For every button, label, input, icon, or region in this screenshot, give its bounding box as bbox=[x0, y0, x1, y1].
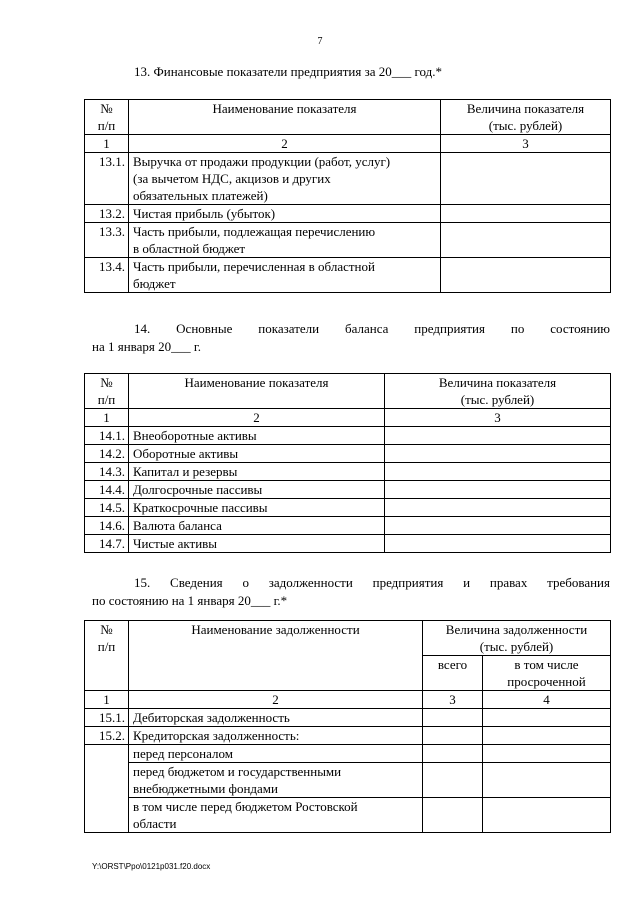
section-15-table bbox=[84, 620, 611, 833]
section-15-heading-line2: по состоянию на 1 января 20___ г.* bbox=[92, 593, 288, 608]
table-header-row bbox=[85, 621, 611, 656]
value-cell[interactable] bbox=[385, 445, 611, 463]
row-number: 15.1. bbox=[85, 709, 129, 727]
table-row bbox=[85, 445, 611, 463]
column-number-row bbox=[85, 135, 611, 153]
col-value-header: Величина показателя (тыс. рублей) bbox=[385, 374, 611, 409]
row-label: в том числе перед бюджетом Ростовской области bbox=[129, 798, 423, 833]
table-row bbox=[85, 727, 611, 745]
section-14-heading-line1: 14. Основные показатели баланса предприятия по состоянию bbox=[134, 321, 610, 336]
section-15-heading-line1: 15. Сведения о задолженности предприятия и правах требования bbox=[134, 575, 610, 590]
row-number: 14.7. bbox=[85, 535, 129, 553]
column-number-row bbox=[85, 691, 611, 709]
row-label: Дебиторская задолженность bbox=[129, 709, 423, 727]
row-number: 13.4. bbox=[85, 258, 129, 293]
section-14-heading bbox=[92, 320, 610, 356]
row-number: 13.3. bbox=[85, 223, 129, 258]
document-path-footer: Y:\ORST\Ppo\0121p031.f20.docx bbox=[92, 862, 211, 871]
row-label: Внеоборотные активы bbox=[129, 427, 385, 445]
value-cell[interactable] bbox=[483, 763, 611, 798]
table-row bbox=[85, 763, 611, 798]
empty-number-cell bbox=[85, 745, 129, 833]
row-number: 13.2. bbox=[85, 205, 129, 223]
row-number: 14.2. bbox=[85, 445, 129, 463]
col-number: 3 bbox=[423, 691, 483, 709]
value-cell[interactable] bbox=[441, 223, 611, 258]
table-row bbox=[85, 745, 611, 763]
table-header-row bbox=[85, 374, 611, 409]
table-row bbox=[85, 205, 611, 223]
value-cell[interactable] bbox=[423, 798, 483, 833]
table-row bbox=[85, 517, 611, 535]
col-number: 1 bbox=[85, 409, 129, 427]
table-row bbox=[85, 223, 611, 258]
col-name-header: Наименование показателя bbox=[129, 100, 441, 135]
value-cell[interactable] bbox=[423, 709, 483, 727]
section-13-table bbox=[84, 99, 611, 293]
value-cell[interactable] bbox=[423, 763, 483, 798]
value-cell[interactable] bbox=[483, 798, 611, 833]
row-number: 13.1. bbox=[85, 153, 129, 205]
table-row bbox=[85, 463, 611, 481]
section-14-table bbox=[84, 373, 611, 553]
table-row bbox=[85, 427, 611, 445]
col-no-header: № п/п bbox=[85, 621, 129, 691]
value-cell[interactable] bbox=[483, 745, 611, 763]
value-cell[interactable] bbox=[385, 427, 611, 445]
row-label: Капитал и резервы bbox=[129, 463, 385, 481]
row-label: перед персоналом bbox=[129, 745, 423, 763]
table-header-row bbox=[85, 100, 611, 135]
row-number: 14.6. bbox=[85, 517, 129, 535]
table-row bbox=[85, 258, 611, 293]
table-row bbox=[85, 499, 611, 517]
col-value-header: Величина задолженности (тыс. рублей) bbox=[423, 621, 611, 656]
row-label: Валюта баланса bbox=[129, 517, 385, 535]
row-number: 14.3. bbox=[85, 463, 129, 481]
value-cell[interactable] bbox=[423, 727, 483, 745]
column-number-row bbox=[85, 409, 611, 427]
row-label: Оборотные активы bbox=[129, 445, 385, 463]
section-15-heading bbox=[92, 574, 610, 610]
col-number: 2 bbox=[129, 135, 441, 153]
col-total-header: всего bbox=[423, 656, 483, 691]
row-label: Кредиторская задолженность: bbox=[129, 727, 423, 745]
row-number: 14.4. bbox=[85, 481, 129, 499]
row-label: Долгосрочные пассивы bbox=[129, 481, 385, 499]
col-number: 2 bbox=[129, 409, 385, 427]
row-label: Часть прибыли, подлежащая перечислению в областной бюджет bbox=[129, 223, 441, 258]
section-13-heading: 13. Финансовые показатели предприятия за 20___ год.* bbox=[134, 64, 442, 79]
value-cell[interactable] bbox=[385, 481, 611, 499]
table-row bbox=[85, 535, 611, 553]
value-cell[interactable] bbox=[385, 517, 611, 535]
table-row bbox=[85, 709, 611, 727]
table-row bbox=[85, 153, 611, 205]
row-number: 14.1. bbox=[85, 427, 129, 445]
row-number: 15.2. bbox=[85, 727, 129, 745]
row-label: Чистая прибыль (убыток) bbox=[129, 205, 441, 223]
table-row bbox=[85, 481, 611, 499]
col-overdue-header: в том числе просроченной bbox=[483, 656, 611, 691]
value-cell[interactable] bbox=[385, 463, 611, 481]
col-number: 2 bbox=[129, 691, 423, 709]
value-cell[interactable] bbox=[441, 153, 611, 205]
row-label: Краткосрочные пассивы bbox=[129, 499, 385, 517]
col-number: 3 bbox=[441, 135, 611, 153]
value-cell[interactable] bbox=[441, 258, 611, 293]
row-label: Выручка от продажи продукции (работ, услуг) (за вычетом НДС, акцизов и других обязательных платежей) bbox=[129, 153, 441, 205]
value-cell[interactable] bbox=[423, 745, 483, 763]
row-label: перед бюджетом и государственными внебюджетными фондами bbox=[129, 763, 423, 798]
col-number: 4 bbox=[483, 691, 611, 709]
col-name-header: Наименование задолженности bbox=[129, 621, 423, 691]
table-row bbox=[85, 798, 611, 833]
value-cell[interactable] bbox=[385, 535, 611, 553]
col-number: 1 bbox=[85, 135, 129, 153]
col-value-header: Величина показателя (тыс. рублей) bbox=[441, 100, 611, 135]
value-cell[interactable] bbox=[441, 205, 611, 223]
col-name-header: Наименование показателя bbox=[129, 374, 385, 409]
col-number: 3 bbox=[385, 409, 611, 427]
value-cell[interactable] bbox=[483, 727, 611, 745]
row-number: 14.5. bbox=[85, 499, 129, 517]
value-cell[interactable] bbox=[385, 499, 611, 517]
row-label: Часть прибыли, перечисленная в областной бюджет bbox=[129, 258, 441, 293]
col-number: 1 bbox=[85, 691, 129, 709]
section-14-heading-line2: на 1 января 20___ г. bbox=[92, 339, 201, 354]
page-number: 7 bbox=[317, 36, 323, 47]
col-no-header: № п/п bbox=[85, 374, 129, 409]
col-no-header: № п/п bbox=[85, 100, 129, 135]
value-cell[interactable] bbox=[483, 709, 611, 727]
row-label: Чистые активы bbox=[129, 535, 385, 553]
